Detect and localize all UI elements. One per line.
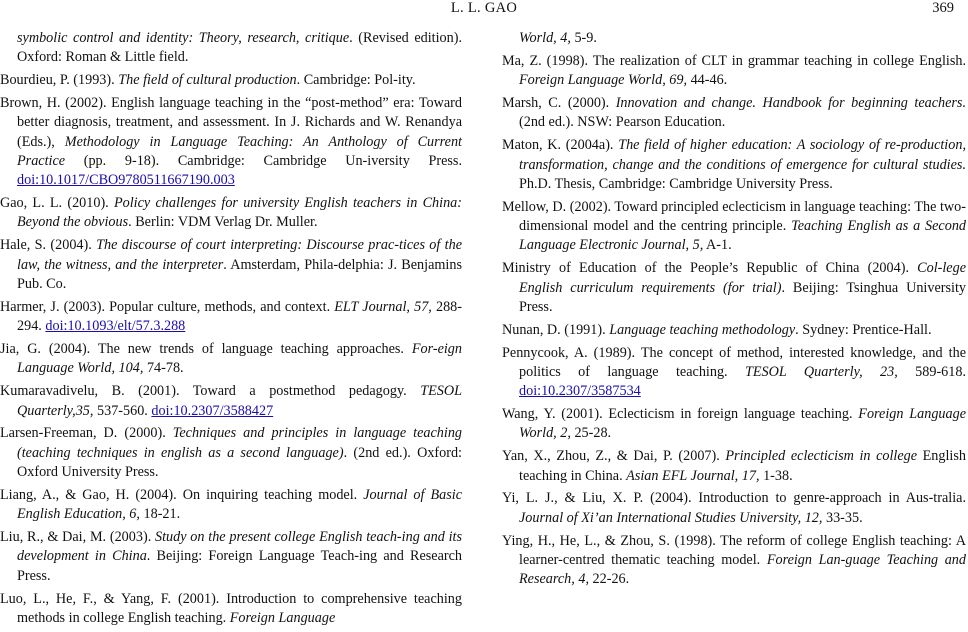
reference-text: Hale, S. (2004). [0,237,97,254]
reference-entry [502,136,966,194]
reference-text: Ma, Z. (1998). The realization of CLT in grammar teaching in college English. [502,52,966,69]
reference-entry [0,194,462,233]
reference-text: 74-78. [143,360,184,377]
reference-entry [0,71,462,90]
reference-entry [502,321,966,340]
reference-title: Language teaching methodology [609,321,796,338]
reference-text: Gao, L. L. (2010). [0,195,114,212]
running-head-author: L. L. GAO [450,0,518,16]
reference-entry [502,532,966,590]
reference-text: . Cambridge: Pol-ity. [296,72,416,89]
reference-entry [0,340,462,379]
reference-title: Teaching English as a Second Language Electronic Journal, 5, [519,218,967,254]
reference-title: Principled eclecticism in college [725,448,918,465]
reference-text: Nunan, D. (1991). [502,321,610,338]
reference-entry [0,298,462,337]
doi-link[interactable]: doi:10.1093/elt/57.3.288 [45,318,186,335]
reference-title: Foreign Lan-guage Teaching and Research, 4, [519,551,966,588]
reference-text: A-1. [703,237,732,254]
reference-text: Luo, L., He, F., & Yang, F. (2001). Introduction to comprehensive teaching methods in college English teaching. [0,590,462,626]
reference-text: English teaching in China. [519,448,966,484]
reference-title: Journal of Xi’an International Studies University, 12, [519,509,823,526]
reference-text: 22-26. [589,571,630,588]
reference-text: Liu, R., & Dai, M. (2003). [0,529,156,546]
reference-text: . Beijing: Tsinghua University Press. [519,279,966,315]
reference-text: . Amsterdam, Phila-delphia: J. Benjamins Pub. Co. [17,256,462,292]
reference-title: The field of cultural production [118,72,297,89]
doi-link[interactable]: doi:10.1017/CBO9780511667190.003 [17,172,235,189]
reference-text: Yi, L. J., & Liu, X. P. (2004). Introduction to genre-approach in Aus-tralia. [502,490,966,507]
page-number: 369 [932,0,954,16]
reference-text: 33-35. [822,509,863,526]
reference-entry [502,94,966,133]
reference-text: . (Revised edition). Oxford: Roman & Little field. [17,30,462,66]
doi-link[interactable]: doi:10.2307/3587534 [519,383,641,400]
reference-text: Ying, H., He, L., & Zhou, S. (1998). The reform of college English teaching: A learner-centred thematic teaching model. [502,532,966,568]
reference-text: Marsh, C. (2000). [502,95,616,112]
reference-text: Bourdieu, P. (1993). [0,72,119,89]
reference-entry [0,590,462,629]
reference-text: 537-560. [93,402,152,419]
reference-text: Ministry of Education of the People’s Republic of China (2004). [502,260,918,277]
reference-text: 25-28. [570,425,612,442]
reference-text: Ph.D. Thesis, Cambridge: Cambridge University Press. [519,175,833,192]
reference-text: . (2nd ed.). Oxford: Oxford University Press. [17,444,462,480]
reference-text: Jia, G. (2004). The new trends of language teaching approaches. [0,341,412,358]
reference-text: 44-46. [687,72,728,89]
reference-title: ELT Journal, 57, [334,298,432,315]
references-left-column [0,29,462,632]
reference-text: . Berlin: VDM Verlag Dr. Muller. [128,214,318,231]
reference-text: 18-21. [139,506,181,523]
reference-entry [0,486,462,525]
reference-text: Yan, X., Zhou, Z., & Dai, P. (2007). [502,448,726,465]
reference-title: TESOL Quarterly,35, [17,383,462,419]
reference-entry [502,198,966,256]
reference-text: . Beijing: Foreign Language Teach-ing and Research Press. [17,548,462,584]
reference-entry [502,344,966,402]
reference-text: 589-618. [897,363,966,380]
references-right-column [502,29,966,593]
reference-text: 5-9. [570,30,597,46]
reference-title: The discourse of court interpreting: Discourse prac-tices of the law, the witness, and the interpreter [17,237,462,273]
reference-entry [0,94,462,190]
reference-title: Policy challenges for university English teachers in China: Beyond the obvious [17,195,462,231]
reference-title: TESOL Quarterly, 23, [744,363,898,380]
reference-text: Pennycook, A. (1989). The concept of method, interested knowledge, and the politics of language teaching. [502,344,966,380]
reference-entry [502,447,966,486]
reference-continuation [0,29,462,68]
reference-title: Methodology in Language Teaching: An Anthology of Current Practice [17,133,463,169]
reference-text: 1-38. [759,467,793,484]
reference-text: Brown, H. (2002). English language teaching in the “post-method” era: Toward better diagnosis, treatment, and assessment. In J. Richards and W. Renandya (Eds.), [0,95,462,150]
reference-entry [502,489,966,528]
reference-title: Foreign Language [229,609,336,626]
reference-text: (2nd ed.). NSW: Pearson Education. [519,114,726,131]
reference-text: Harmer, J. (2003). Popular culture, methods, and context. [0,298,335,315]
reference-entry [0,424,462,482]
reference-title: Journal of Basic English Education, 6, [17,486,462,523]
doi-link[interactable]: doi:10.2307/3588427 [151,402,274,419]
reference-title: Study on the present college English teach-ing and its development in China [17,529,463,565]
reference-text: (pp. 9-18). Cambridge: Cambridge Un-iversity Press. [65,152,462,169]
reference-text: . Sydney: Prentice-Hall. [795,321,932,338]
reference-title: Col-lege English curriculum requirements (for trial) [519,260,966,296]
running-header [0,0,968,24]
reference-text: Larsen-Freeman, D. (2000). [0,425,173,442]
reference-entry [0,528,462,586]
reference-entry [502,405,966,444]
reference-title: symbolic control and identity: Theory, research, critique [17,30,350,46]
reference-entry [502,259,966,317]
reference-title: Asian EFL Journal, 17, [626,467,760,484]
reference-title: Innovation and change. Handbook for beginning teachers. [615,95,967,112]
reference-text: Liang, A., & Gao, H. (2004). On inquiring teaching model. [0,486,364,503]
reference-title: World, 4, [519,30,571,46]
reference-title: Foreign Language World, 2, [519,406,966,442]
reference-title: Foreign Language World, 69, [519,72,688,89]
reference-entry [0,382,462,421]
reference-text: Wang, Y. (2001). Eclecticism in foreign language teaching. [502,406,859,423]
reference-entry [0,236,462,294]
reference-text: Kumaravadivelu, B. (2001). Toward a postmethod pedagogy. [0,383,421,400]
reference-text: Maton, K. (2004a). [502,137,619,154]
reference-continuation [502,29,966,48]
reference-title: The field of higher education: A sociology of re-production, transformation, change and the conditions of emergence for cultural studies. [519,137,966,173]
reference-entry [502,52,966,91]
reference-title: Techniques and principles in language teaching (teaching techniques in english as a second language) [17,425,463,461]
reference-text: Mellow, D. (2002). Toward principled eclecticism in language teaching: The two-dimensional model and the centring principle. [502,198,966,235]
reference-text: 288-294. [17,298,462,335]
reference-title: For-eign Language World, 104, [17,341,462,377]
